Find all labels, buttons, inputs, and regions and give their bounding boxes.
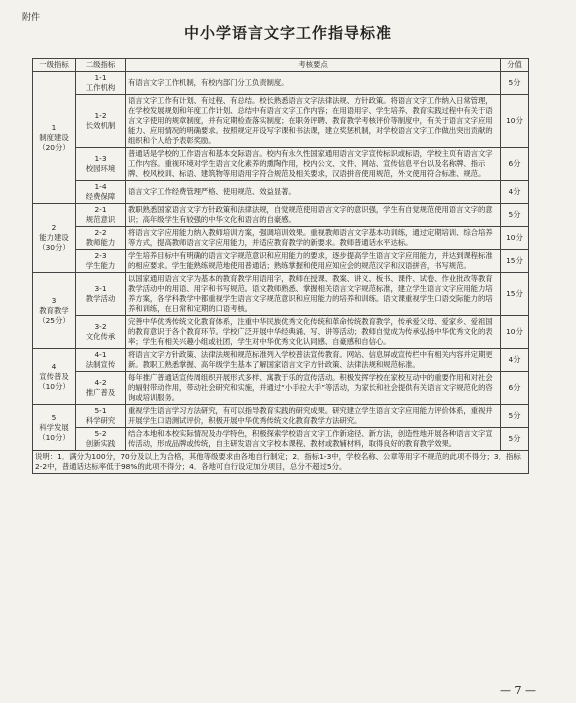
table-row (33, 316, 529, 349)
table-row (33, 95, 529, 148)
level2-name: 文化传承 (85, 332, 116, 341)
standards-table (32, 58, 529, 474)
level1-cell (33, 204, 76, 273)
points-cell: 学生培养目标中有明确的语言文字规范意识和应用能力的要求，逐步提高学生语言文字应用能力，并达到课程标准的相应要求。学生能熟练规范地使用普通话；熟练掌握和使用应知应会的规范汉字和汉语拼音，书写规范。 (126, 250, 501, 273)
table-row (33, 227, 529, 250)
table-row (33, 428, 529, 451)
level2-code: 4-1 (94, 350, 107, 359)
score-cell: 6分 (501, 372, 529, 405)
note-text: 说明：1．满分为100分，70分及以上为合格，其他等级要求由各地自行制定；2．指标1-3中，学校名称、公章等用字不规范的此项不得分；3．指标2-2中，普通话达标率低于98%的此项不得分；4．各地可自行设定加分项目，总分不超过5分。 (33, 451, 529, 474)
level2-code: 1-3 (94, 154, 107, 163)
header-level2: 二级指标 (76, 59, 126, 72)
score-cell: 5分 (501, 428, 529, 451)
level1-score: （25分） (38, 315, 70, 325)
points-cell: 重视学生语言学习方法研究，有可以指导教育实践的研究成果。研究建立学生语言文字应用能力评价体系，重视并开展学生口语测试评价，积极开展中华优秀传统文化教育教学方法研究。 (126, 405, 501, 428)
score-cell: 10分 (501, 227, 529, 250)
table-body (33, 72, 529, 451)
level1-score: （30分） (38, 243, 70, 252)
points-cell: 结合本地和本校实际情况及办学特色，积极探索学校语言文字工作新途径、新方法，创造性地开展各种语言文字宣传活动，形成品牌或传统，自主研发语言文字校本课程、教材或教辅材料，取得良好的教育教学效果。 (126, 428, 501, 451)
level2-name: 学生能力 (85, 261, 116, 270)
level2-cell (76, 204, 126, 227)
level2-code: 2-1 (94, 205, 107, 214)
level2-cell (76, 349, 126, 372)
level2-name: 校园环境 (85, 164, 116, 173)
score-cell: 6分 (501, 148, 529, 181)
level2-cell (76, 428, 126, 451)
table-row (33, 372, 529, 405)
level2-name: 长效机制 (85, 121, 116, 130)
score-cell: 4分 (501, 349, 529, 372)
level1-name: 制度建设 (39, 132, 69, 142)
level2-cell (76, 181, 126, 204)
score-cell: 10分 (501, 316, 529, 349)
level2-code: 1-2 (94, 111, 107, 120)
level2-code: 1-1 (94, 73, 107, 82)
page-number: — 7 — (500, 684, 536, 697)
level2-cell (76, 227, 126, 250)
level2-cell (76, 372, 126, 405)
score-cell: 15分 (501, 273, 529, 316)
level1-name: 宣传普及 (39, 371, 69, 381)
level2-cell (76, 405, 126, 428)
level1-num: 2 (51, 223, 57, 232)
table-row (33, 405, 529, 428)
level2-cell (76, 273, 126, 316)
level2-code: 2-2 (94, 228, 107, 237)
points-cell: 教职熟悉国家语言文字方针政策和法律法规，自觉规范使用语言文字的意识强，学生有自觉规范使用语言文字的意识；高年级学生有较强的中华文化和语言的自豪感。 (126, 204, 501, 227)
level2-name: 法制宣传 (85, 360, 116, 369)
level1-cell (33, 273, 76, 349)
table-row (33, 181, 529, 204)
score-cell: 5分 (501, 405, 529, 428)
table-row (33, 204, 529, 227)
level2-cell (76, 72, 126, 95)
level2-cell (76, 250, 126, 273)
points-cell: 每年推广普通话宣传周组织开展形式多样、寓教于乐的宣传活动。积极发挥学校在家校互动中的重要作用和对社会的辐射带动作用，带动社会研究和实施，并通过“小手拉大手”等活动，为家长和社会提供有关语言文字规范化的咨询或培训服务。 (126, 372, 501, 405)
document-title: 中小学语言文字工作指导标准 (183, 24, 392, 42)
header-level1: 一级指标 (33, 59, 76, 72)
level1-score: （10分） (38, 381, 70, 391)
level1-num: 5 (51, 412, 57, 422)
level1-cell (33, 405, 76, 451)
level2-code: 4-2 (94, 378, 107, 387)
level2-cell (76, 316, 126, 349)
level2-name: 工作机构 (85, 83, 116, 92)
level1-num: 3 (51, 295, 57, 305)
level1-num: 4 (51, 361, 57, 371)
level2-name: 教师能力 (85, 238, 116, 247)
header-points: 考核要点 (126, 59, 501, 72)
score-cell: 5分 (501, 204, 529, 227)
level1-cell (33, 349, 76, 405)
level2-code: 5-1 (94, 406, 107, 415)
level1-name: 教育教学 (39, 305, 69, 315)
level1-name: 能力建设 (39, 233, 69, 242)
annex-label: 附件 (22, 13, 41, 23)
points-cell: 有语言文字工作机制，有校内部门分工负责制度。 (126, 72, 501, 95)
level2-name: 科学研究 (85, 416, 116, 425)
level2-name: 创新实践 (85, 439, 116, 448)
score-cell: 15分 (501, 250, 529, 273)
points-cell: 以国家通用语言文字为基本的教育教学用语用字，教师在授课、教案、讲义、板书、课件、试卷、作业批改等教育教学活动中的用语、用字和书写规范。语文教师熟悉、掌握相关语言文字规范标准，建立学生语言文字应用能力培养方案，各学科教学中都重视学生语言文字规范意识和应用能力的培养和训练。语文课重视学生口语交际能力的培养和训练，在日常和定期的口语考核。 (126, 273, 501, 316)
points-cell: 语言文字工作有计划、有过程、有总结。校长熟悉语言文字法律法规、方针政策。将语言文字工作纳入日常管理，在学校发展规划和年度工作计划、总结中有语言文字工作内容；在用语用字、学生培养、教育实践过程中有关于语言文字使用的规章制度，并有定期检查落实制度；在职务评聘、教育教学考核评价等制度中，有关于语言文字应用能力、应用情况的明确要求。按照规定开设写字课和书法课，建立奖惩机制，对学校语言文字工作做出突出贡献的组织和个人给予表彰奖励。 (126, 95, 501, 148)
table-row (33, 250, 529, 273)
table-row (33, 72, 529, 95)
table-header-row (33, 59, 529, 72)
level2-code: 3-1 (94, 284, 107, 293)
level2-name: 教学活动 (85, 294, 116, 303)
level1-cell (33, 72, 76, 204)
points-cell: 将语言文字应用能力纳入教师培训方案，强调培训效果。重视教师语言文字基本功训练，通过定期培训、综合培养等方式，提高教师语言文字应用能力，并适应教育教学的新要求。教师普通话水平达标。 (126, 227, 501, 250)
level2-name: 规范意识 (85, 215, 116, 224)
table-row (33, 273, 529, 316)
table-row (33, 349, 529, 372)
level1-score: （10分） (38, 432, 70, 442)
level2-cell (76, 95, 126, 148)
table-row (33, 148, 529, 181)
score-cell: 4分 (501, 181, 529, 204)
level2-name: 推广普及 (85, 388, 116, 397)
header-score: 分值 (501, 59, 529, 72)
level2-code: 3-2 (94, 322, 107, 331)
level2-code: 1-4 (94, 182, 107, 191)
score-cell: 5分 (501, 72, 529, 95)
level1-name: 科学发展 (39, 422, 69, 432)
points-cell: 语言文字工作经费管理严格、使用规范、效益显著。 (126, 181, 501, 204)
level1-score: （20分） (38, 142, 70, 152)
score-cell: 10分 (501, 95, 529, 148)
level1-num: 1 (51, 122, 57, 132)
points-cell: 普通话是学校的工作语言和基本交际语言。校内有永久性国家通用语言文字宣传标识或标语，学校主页有语言文字工作内容。重视环境对学生语言文化素养的熏陶作用，校内公文、文件、网站、宣传信息平台以及名称牌、指示牌、校风校训、标语、建筑物等用语用字符合规范及相关要求，汉语拼音使用规范，外文使用符合标准、规范。 (126, 148, 501, 181)
level2-name: 经费保障 (85, 192, 116, 201)
points-cell: 将语言文字方针政策、法律法规和规范标准列入学校普法宣传教育。网站、信息屏或宣传栏中有相关内容并定期更新。教职工熟悉掌握、高年级学生基本了解国家语言文字方针政策、法律法规和规范标准。 (126, 349, 501, 372)
level2-code: 2-3 (94, 251, 107, 260)
level2-cell (76, 148, 126, 181)
level2-code: 5-2 (94, 429, 107, 438)
note-row (33, 451, 529, 474)
points-cell: 完善中华优秀传统文化教育体系，注重中华民族优秀文化传统和革命传统教育教学，传承爱父母、爱家乡、爱祖国的教育意识于各个教育环节。学校广泛开展中华经典诵、写、讲等活动；教师自觉成为传承弘扬中华优秀文化的表率；学生有相关兴趣小组或社团，学生对中华优秀文化认同感、自豪感和自信心。 (126, 316, 501, 349)
